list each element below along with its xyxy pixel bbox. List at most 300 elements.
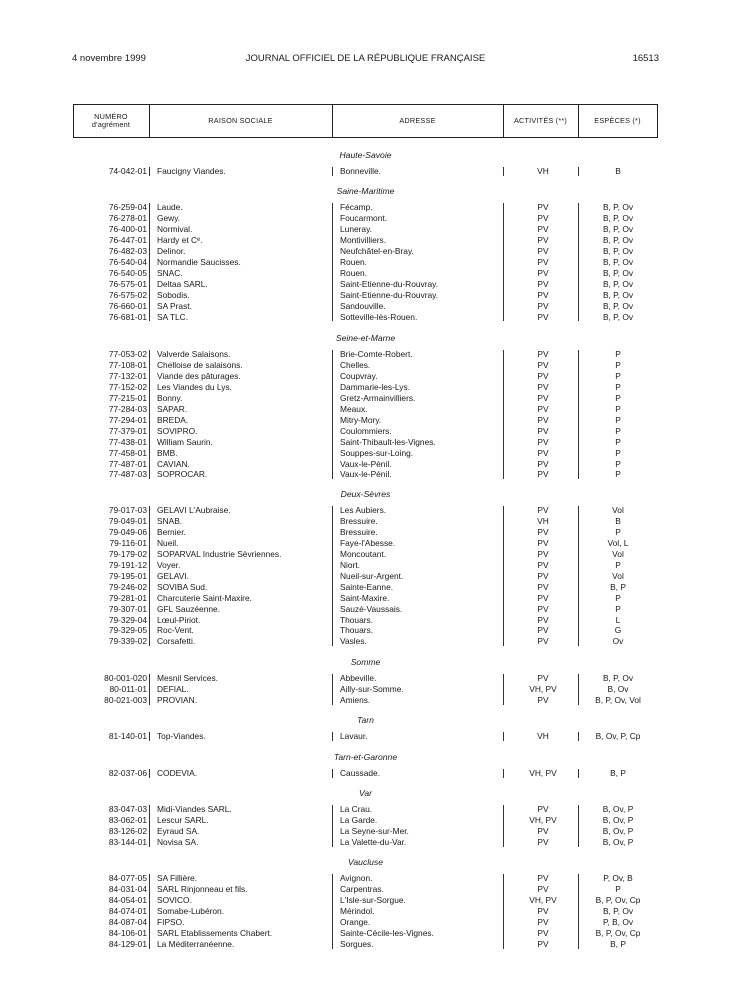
agrement-number-cell: 84-087-04 — [108, 916, 147, 927]
adresse-cell: Vasles. — [340, 636, 367, 647]
activites-cell: VH, PV — [529, 814, 557, 825]
adresse-cell: Saint-Etienne-du-Rouvray. — [340, 278, 439, 289]
especes-cell: Ov — [612, 636, 624, 647]
adresse-cell: Gretz-Armainvilliers. — [340, 392, 416, 403]
adresse-cell: Caussade. — [340, 768, 381, 778]
raison-sociale-cell: Viande des pâturages. — [157, 370, 241, 381]
raison-sociale-cell: SARL Rinjonneau et fils. — [157, 883, 248, 894]
especes-cell: B, Ov — [607, 683, 629, 694]
adresse-cell: La Garde. — [340, 814, 378, 825]
agrement-number-cell: 79-017-03 — [108, 505, 147, 515]
activites-cell: PV — [537, 825, 549, 836]
adresse-cell: Ailly-sur-Somme. — [340, 683, 404, 694]
agrement-number-cell: 79-049-06 — [108, 526, 147, 537]
agrement-number-cell: 77-284-03 — [108, 403, 147, 414]
agrement-number-cell: 77-458-01 — [108, 447, 147, 458]
agrement-number-cell: 79-246-02 — [108, 581, 147, 592]
raison-sociale-cell: SNAB. — [157, 515, 183, 526]
column-header-especes: ESPÈCES (*) — [594, 116, 641, 125]
activites-cell: PV — [537, 673, 549, 683]
table-row — [73, 625, 658, 636]
adresse-cell: Dammarie-les-Lys. — [340, 381, 410, 392]
table-row — [73, 312, 658, 323]
table-row — [73, 393, 658, 404]
agrement-number-cell: 80-021-003 — [104, 694, 147, 705]
table-row — [73, 516, 658, 527]
adresse-cell: Carpentras. — [340, 883, 384, 894]
activites-cell: VH, PV — [529, 683, 557, 694]
table-body — [73, 0, 658, 990]
table-row — [73, 257, 658, 268]
raison-sociale-cell: Lœul-Piriot. — [157, 614, 201, 625]
especes-cell: B, P, Ov — [602, 223, 634, 234]
raison-sociale-cell: FIPSO. — [157, 916, 185, 927]
agrement-number-cell: 77-132-01 — [108, 370, 147, 381]
raison-sociale-cell: Midi-Viandes SARL. — [157, 804, 232, 814]
table-row — [73, 873, 658, 884]
raison-sociale-cell: SOPROCAR. — [157, 469, 208, 480]
adresse-cell: Fécamp. — [340, 202, 373, 212]
section-heading: Tarn-et-Garonne — [333, 752, 398, 762]
agrement-number-cell: 76-259-04 — [108, 202, 147, 212]
activites-cell: PV — [537, 559, 549, 570]
raison-sociale-cell: SA TLC. — [157, 311, 189, 322]
activites-cell: PV — [537, 300, 549, 311]
table-row — [73, 279, 658, 290]
agrement-number-cell: 76-540-05 — [108, 267, 147, 278]
activites-cell: PV — [537, 223, 549, 234]
raison-sociale-cell: Deltaa SARL. — [157, 278, 208, 289]
raison-sociale-cell: SOVICO. — [157, 894, 192, 905]
raison-sociale-cell: BMB. — [157, 447, 178, 458]
agrement-number-cell: 76-540-04 — [108, 256, 147, 267]
agrement-number-cell: 76-575-01 — [108, 278, 147, 289]
activites-cell: PV — [537, 381, 549, 392]
adresse-cell: Chelles. — [340, 359, 371, 370]
agrement-number-cell: 77-215-01 — [108, 392, 147, 403]
adresse-cell: Souppes-sur-Loing. — [340, 447, 414, 458]
agrement-number-cell: 84-077-05 — [108, 873, 147, 883]
especes-cell: P — [615, 392, 621, 403]
agrement-number-cell: 79-307-01 — [108, 603, 147, 614]
adresse-cell: Orange. — [340, 916, 371, 927]
activites-cell: PV — [537, 836, 549, 847]
table-row — [73, 437, 658, 448]
column-header-raison-sociale: RAISON SOCIALE — [208, 116, 273, 125]
especes-cell: B, P — [610, 938, 626, 949]
especes-cell: P — [615, 592, 621, 603]
adresse-cell: Mérindol. — [340, 905, 375, 916]
especes-cell: P — [615, 414, 621, 425]
adresse-cell: Rouen. — [340, 256, 368, 267]
table-row — [73, 917, 658, 928]
especes-cell: B, P — [610, 768, 626, 778]
raison-sociale-cell: Novisa SA. — [157, 836, 199, 847]
table-row — [73, 360, 658, 371]
agrement-number-cell: 76-400-01 — [108, 223, 147, 234]
agrement-number-cell: 77-438-01 — [108, 436, 147, 447]
adresse-cell: Sauzé-Vaussais. — [340, 603, 403, 614]
adresse-cell: Amiens. — [340, 694, 371, 705]
adresse-cell: Coupvray. — [340, 370, 378, 381]
section-heading: Seine-et-Marne — [335, 333, 396, 343]
especes-cell: Vol — [612, 505, 624, 515]
raison-sociale-cell: Bonny. — [157, 392, 183, 403]
adresse-cell: Saint-Etienne-du-Rouvray. — [340, 289, 439, 300]
adresse-cell: Vaux-le-Pénil. — [340, 469, 392, 480]
raison-sociale-cell: Eyraud SA. — [157, 825, 200, 836]
agrement-number-cell: 80-011-01 — [109, 683, 147, 694]
table-row — [73, 837, 658, 848]
agrement-number-cell: 79-329-05 — [108, 625, 147, 636]
table-row — [73, 636, 658, 647]
especes-cell: B, P, Ov — [602, 673, 634, 683]
table-row — [73, 246, 658, 257]
header-page-number: 16513 — [632, 53, 659, 64]
activites-cell: PV — [537, 256, 549, 267]
adresse-cell: Les Aubiers. — [340, 505, 387, 515]
especes-cell: G — [614, 625, 622, 636]
adresse-cell: Thouars. — [340, 614, 374, 625]
raison-sociale-cell: SA Prast. — [157, 300, 192, 311]
activites-cell: PV — [537, 505, 549, 515]
table-row — [73, 166, 658, 177]
especes-cell: P — [615, 381, 621, 392]
activites-cell: PV — [537, 311, 549, 322]
especes-cell: P — [615, 370, 621, 381]
activites-cell: VH — [537, 515, 549, 526]
table-row — [73, 549, 658, 560]
table-row — [73, 906, 658, 917]
activites-cell: PV — [537, 614, 549, 625]
raison-sociale-cell: GELAVI. — [157, 570, 189, 581]
agrement-number-cell: 77-487-01 — [108, 458, 147, 469]
section-heading: Somme — [350, 657, 381, 667]
activites-cell: PV — [537, 349, 549, 359]
table-row — [73, 459, 658, 470]
especes-cell: B, Ov, P — [602, 825, 634, 836]
especes-cell: P — [615, 458, 621, 469]
activites-cell: PV — [537, 916, 549, 927]
raison-sociale-cell: Bernier. — [157, 526, 186, 537]
table-row — [73, 290, 658, 301]
raison-sociale-cell: Nueil. — [157, 537, 179, 548]
raison-sociale-cell: SOVIPRO. — [157, 425, 198, 436]
header-date: 4 novembre 1999 — [72, 53, 146, 64]
table-row — [73, 684, 658, 695]
adresse-cell: Sandouville. — [340, 300, 386, 311]
adresse-cell: Coulommiers. — [340, 425, 392, 436]
section-heading: Haute-Savoie — [339, 150, 392, 160]
agrement-number-cell: 76-447-01 — [108, 234, 147, 245]
especes-cell: P — [615, 883, 621, 894]
agrement-number-cell: 79-191-12 — [108, 559, 147, 570]
especes-cell: B, P, Ov — [602, 267, 634, 278]
activites-cell: PV — [537, 458, 549, 469]
adresse-cell: Bressuire. — [340, 526, 378, 537]
activites-cell: PV — [537, 202, 549, 212]
raison-sociale-cell: DEFIAL. — [157, 683, 189, 694]
agrement-number-cell: 77-487-03 — [108, 469, 147, 480]
adresse-cell: La Seyne-sur-Mer. — [340, 825, 409, 836]
especes-cell: P, B, Ov — [602, 916, 634, 927]
activites-cell: PV — [537, 469, 549, 480]
agrement-number-cell: 79-195-01 — [108, 570, 147, 581]
raison-sociale-cell: BREDA. — [157, 414, 189, 425]
table-row — [73, 469, 658, 480]
raison-sociale-cell: Valverde Salaisons. — [157, 349, 231, 359]
adresse-cell: Saint-Thibault-les-Vignes. — [340, 436, 436, 447]
table-row — [73, 695, 658, 706]
especes-cell: P — [615, 447, 621, 458]
activites-cell: PV — [537, 212, 549, 223]
section-heading: Tarn — [357, 715, 374, 725]
agrement-number-cell: 76-575-02 — [108, 289, 147, 300]
activites-cell: PV — [537, 625, 549, 636]
section-heading: Var — [358, 788, 373, 798]
adresse-cell: Abbeville. — [340, 673, 377, 683]
especes-cell: P, Ov, B — [603, 873, 633, 883]
section-heading: Deux-Sèvres — [340, 489, 391, 499]
activites-cell: PV — [537, 425, 549, 436]
activites-cell: PV — [537, 392, 549, 403]
table-row — [73, 268, 658, 279]
especes-cell: P — [615, 559, 621, 570]
especes-cell: B, P, Ov — [602, 311, 634, 322]
agrement-number-cell: 76-482-03 — [108, 245, 147, 256]
especes-cell: B, Ov, P — [602, 836, 634, 847]
activites-cell: PV — [537, 537, 549, 548]
activites-cell: PV — [537, 938, 549, 949]
table-row — [73, 768, 658, 779]
raison-sociale-cell: Les Viandes du Lys. — [157, 381, 232, 392]
especes-cell: P — [615, 349, 621, 359]
agrement-number-cell: 76-278-01 — [108, 212, 147, 223]
column-header-adresse: ADRESSE — [399, 116, 436, 125]
raison-sociale-cell: Gewy. — [157, 212, 181, 223]
agrement-number-cell: 81-140-01 — [108, 731, 147, 741]
raison-sociale-cell: Charcuterie Saint-Maxire. — [157, 592, 252, 603]
adresse-cell: Montivilliers. — [340, 234, 387, 245]
table-row — [73, 604, 658, 615]
especes-cell: B — [615, 515, 621, 526]
section-heading: Saine-Maritime — [336, 186, 395, 196]
especes-cell: B, P, Ov, Vol — [595, 694, 641, 705]
especes-cell: P — [615, 359, 621, 370]
agrement-number-cell: 77-053-02 — [108, 349, 147, 359]
adresse-cell: L'Isle-sur-Sorgue. — [340, 894, 406, 905]
table-row — [73, 731, 658, 742]
raison-sociale-cell: SOPARVAL Industrie Sèvriennes. — [157, 548, 282, 559]
table-row — [73, 527, 658, 538]
activites-cell: PV — [537, 570, 549, 581]
agrement-number-cell: 82-037-06 — [108, 768, 147, 778]
especes-cell: Vol — [612, 570, 624, 581]
especes-cell: P — [615, 526, 621, 537]
table-row — [73, 939, 658, 950]
raison-sociale-cell: Normival. — [157, 223, 193, 234]
activites-cell: VH, PV — [529, 894, 557, 905]
agrement-number-cell: 83-126-02 — [108, 825, 147, 836]
column-header-numero: NUMÉRO d'agrément — [91, 112, 131, 129]
especes-cell: B, P — [610, 581, 626, 592]
activites-cell: PV — [537, 370, 549, 381]
raison-sociale-cell: Delinor. — [157, 245, 186, 256]
especes-cell: B, P, Ov — [602, 256, 634, 267]
agrement-number-cell: 84-106-01 — [108, 927, 147, 938]
activites-cell: VH — [537, 166, 549, 176]
activites-cell: PV — [537, 883, 549, 894]
especes-cell: P — [615, 436, 621, 447]
table-row — [73, 582, 658, 593]
especes-cell: B, P, Ov — [602, 905, 634, 916]
table-row — [73, 593, 658, 604]
table-row — [73, 928, 658, 939]
raison-sociale-cell: Chelloise de salaisons. — [157, 359, 243, 370]
activites-cell: PV — [537, 245, 549, 256]
table-row — [73, 826, 658, 837]
especes-cell: B — [615, 166, 621, 176]
agrement-number-cell: 77-152-02 — [108, 381, 147, 392]
table-row — [73, 349, 658, 360]
raison-sociale-cell: Mesnil Services. — [157, 673, 218, 683]
agrement-number-cell: 79-339-02 — [108, 636, 147, 647]
raison-sociale-cell: Hardy et Cᵉ. — [157, 234, 203, 245]
raison-sociale-cell: Voyer. — [157, 559, 181, 570]
raison-sociale-cell: CAVIAN. — [157, 458, 190, 469]
especes-cell: B, P, Ov — [602, 202, 634, 212]
activites-cell: PV — [537, 526, 549, 537]
activites-cell: PV — [537, 694, 549, 705]
table-row — [73, 404, 658, 415]
activites-cell: VH, PV — [529, 768, 557, 778]
adresse-cell: Meaux. — [340, 403, 368, 414]
agrement-number-cell: 76-681-01 — [108, 311, 147, 322]
agrement-number-cell: 79-179-02 — [108, 548, 147, 559]
adresse-cell: Saint-Maxire. — [340, 592, 390, 603]
especes-cell: L — [615, 614, 621, 625]
raison-sociale-cell: Faucigny Viandes. — [157, 166, 226, 176]
agrement-number-cell: 83-144-01 — [108, 836, 147, 847]
agrement-number-cell: 79-281-01 — [108, 592, 147, 603]
especes-cell: P — [615, 425, 621, 436]
agrement-number-cell: 79-116-01 — [109, 537, 147, 548]
agrement-number-cell: 83-062-01 — [108, 814, 147, 825]
agrement-number-cell: 79-329-04 — [108, 614, 147, 625]
especes-cell: B, Ov, P — [602, 814, 634, 825]
table-row — [73, 202, 658, 213]
especes-cell: B, Ov, P, Cp — [595, 731, 641, 741]
especes-cell: P — [615, 403, 621, 414]
adresse-cell: Foucarmont. — [340, 212, 388, 223]
adresse-cell: Niort. — [340, 559, 361, 570]
adresse-cell: La Valette-du-Var. — [340, 836, 407, 847]
activites-cell: PV — [537, 436, 549, 447]
activites-cell: PV — [537, 414, 549, 425]
raison-sociale-cell: CODEVIA. — [157, 768, 198, 778]
header-title: JOURNAL OFFICIEL DE LA RÉPUBLIQUE FRANÇAISE — [245, 53, 486, 64]
agrement-number-cell: 84-129-01 — [108, 938, 147, 949]
activites-cell: PV — [537, 636, 549, 647]
especes-cell: B, Ov, P — [602, 804, 634, 814]
table-row — [73, 426, 658, 437]
raison-sociale-cell: SAPAR. — [157, 403, 188, 414]
adresse-cell: Vaux-le-Pénil. — [340, 458, 392, 469]
raison-sociale-cell: PROVIAN. — [157, 694, 198, 705]
table-row — [73, 571, 658, 582]
raison-sociale-cell: GELAVI L'Aubraise. — [157, 505, 231, 515]
activites-cell: PV — [537, 581, 549, 592]
especes-cell: P — [615, 603, 621, 614]
agrement-number-cell: 84-054-01 — [108, 894, 147, 905]
agrement-number-cell: 84-074-01 — [108, 905, 147, 916]
raison-sociale-cell: SARL Etablissements Chabert. — [157, 927, 273, 938]
table-row — [73, 213, 658, 224]
activites-cell: PV — [537, 278, 549, 289]
especes-cell: B, P, Ov — [602, 234, 634, 245]
table-row — [73, 301, 658, 312]
raison-sociale-cell: SNAC. — [157, 267, 183, 278]
agrement-number-cell: 77-108-01 — [108, 359, 147, 370]
activites-cell: PV — [537, 603, 549, 614]
especes-cell: Vol, L — [607, 537, 629, 548]
table-row — [73, 560, 658, 571]
adresse-cell: Sotteville-lès-Rouen. — [340, 311, 418, 322]
activites-cell: PV — [537, 289, 549, 300]
activites-cell: PV — [537, 267, 549, 278]
column-header-activites: ACTIVITÉS (**) — [513, 116, 568, 125]
especes-cell: B, P, Ov, Cp — [595, 894, 641, 905]
especes-cell: B, P, Ov — [602, 245, 634, 256]
table-row — [73, 371, 658, 382]
agrement-number-cell: 84-031-04 — [108, 883, 147, 894]
activites-cell: PV — [537, 592, 549, 603]
adresse-cell: Luneray. — [340, 223, 372, 234]
agrement-number-cell: 74-042-01 — [108, 166, 147, 176]
especes-cell: B, P, Ov — [602, 278, 634, 289]
adresse-cell: Neufchâtel-en-Bray. — [340, 245, 414, 256]
raison-sociale-cell: Lescur SARL. — [157, 814, 209, 825]
activites-cell: PV — [537, 403, 549, 414]
raison-sociale-cell: La Méditerranéenne. — [157, 938, 235, 949]
activites-cell: PV — [537, 548, 549, 559]
activites-cell: PV — [537, 234, 549, 245]
adresse-cell: Nueil-sur-Argent. — [340, 570, 404, 581]
table-row — [73, 673, 658, 684]
table-row — [73, 615, 658, 626]
especes-cell: Vol — [612, 548, 624, 559]
adresse-cell: Thouars. — [340, 625, 374, 636]
raison-sociale-cell: Top-Viandes. — [157, 731, 206, 741]
raison-sociale-cell: SA Fillière. — [157, 873, 198, 883]
adresse-cell: Lavaur. — [340, 731, 368, 741]
table-row — [73, 538, 658, 549]
activites-cell: PV — [537, 359, 549, 370]
section-heading: Vaucluse — [347, 857, 384, 867]
raison-sociale-cell: Corsafetti. — [157, 636, 196, 647]
adresse-cell: Moncoutant. — [340, 548, 387, 559]
agrement-number-cell: 77-379-01 — [108, 425, 147, 436]
table-row — [73, 224, 658, 235]
table-row — [73, 415, 658, 426]
especes-cell: B, P, Ov — [602, 212, 634, 223]
activites-cell: PV — [537, 873, 549, 883]
agrement-number-cell: 77-294-01 — [108, 414, 147, 425]
adresse-cell: La Crau. — [340, 804, 373, 814]
raison-sociale-cell: Roc-Vent. — [157, 625, 194, 636]
agrement-number-cell: 79-049-01 — [108, 515, 147, 526]
table-row — [73, 505, 658, 516]
